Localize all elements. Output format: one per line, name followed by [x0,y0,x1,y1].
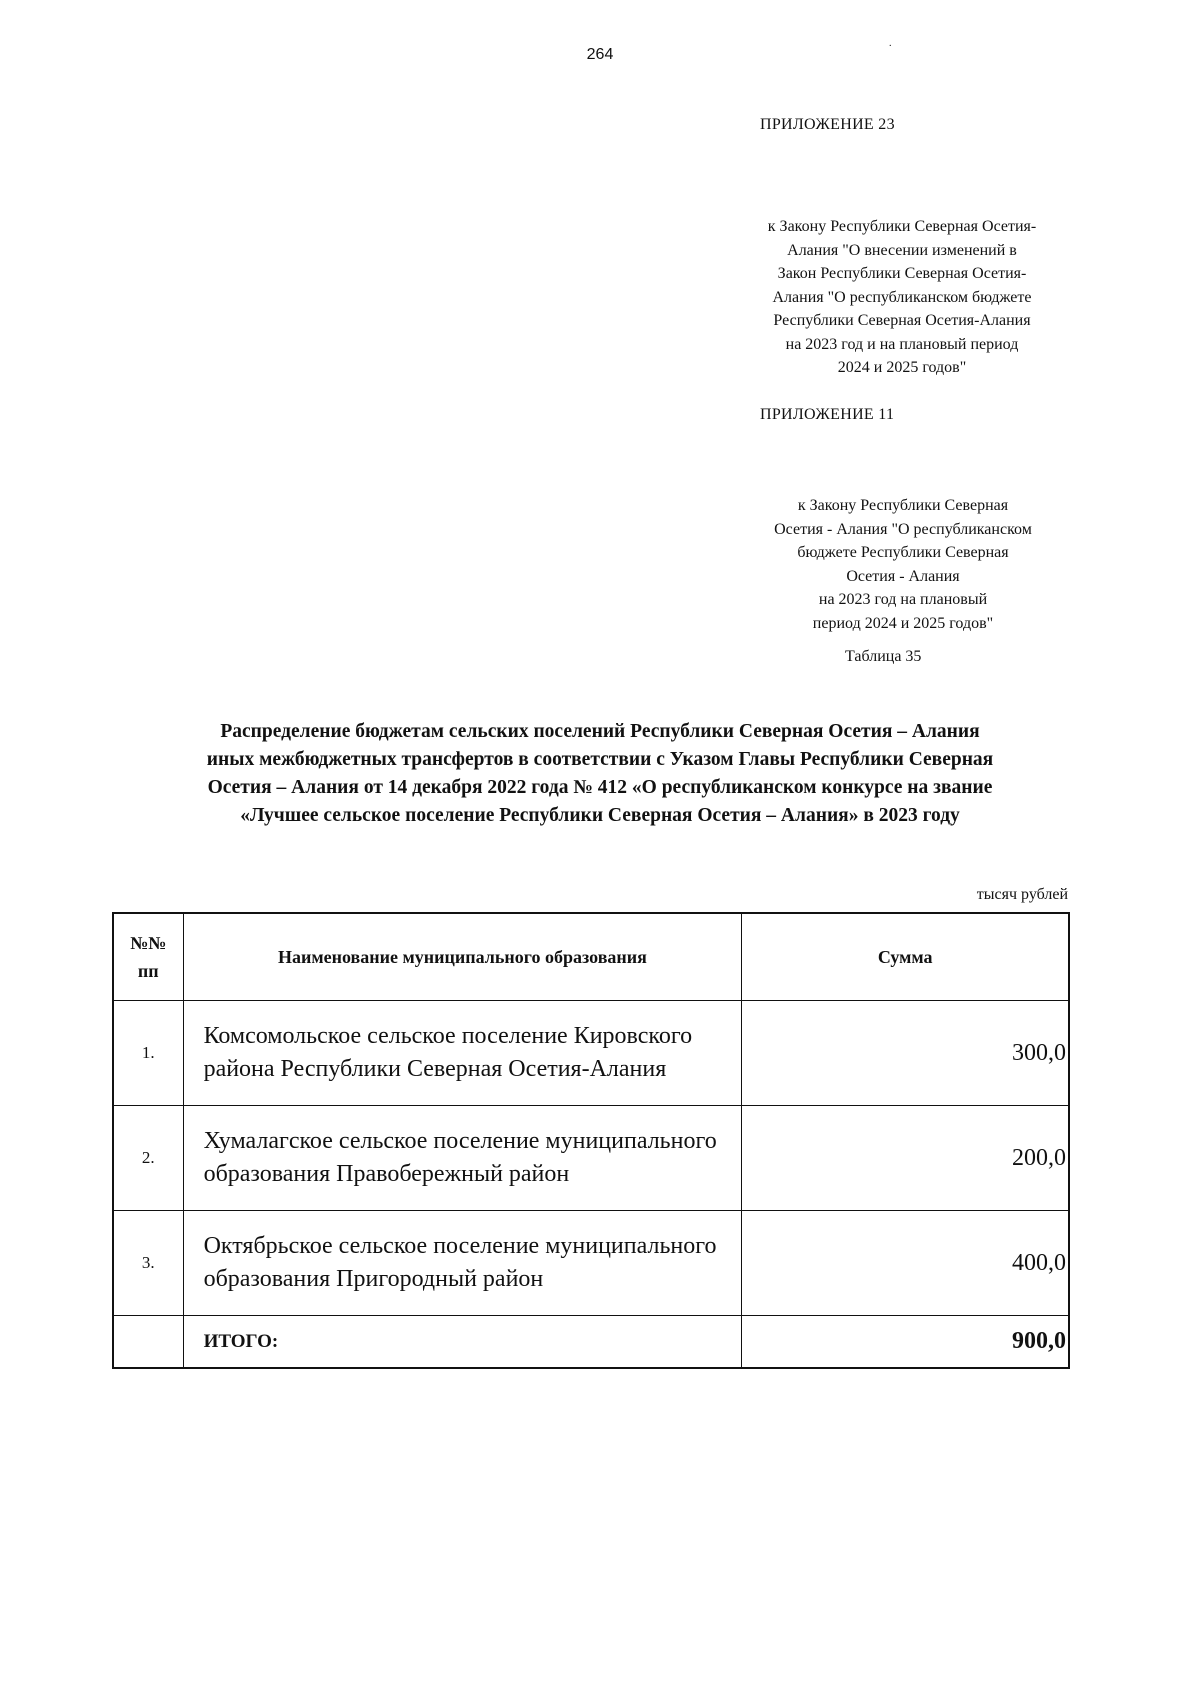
total-number-empty [113,1316,183,1369]
row-number: 3. [113,1211,183,1316]
row-name: Октябрьское сельское поселение муниципального образования Пригородный район [183,1211,742,1316]
header-name: Наименование муниципального образования [183,913,742,1001]
header-number-line2: пп [137,961,159,981]
scan-speck: . [889,38,892,49]
total-row [113,1316,1069,1369]
row-sum: 400,0 [742,1211,1069,1316]
page-number: 264 [586,46,614,63]
appendix-11-law-reference: к Закону Республики Северная Осетия - Алания "О республиканском бюджете Республики Северная Осетия - Алания на 2023 год на плановый период 2024 и 2025 годов" [774,497,1032,632]
total-sum: 900,0 [742,1316,1069,1369]
appendix-23-law-reference: к Закону Республики Северная Осетия- Алания "О внесении изменений в Закон Республики Северная Осетия- Алания "О республиканском бюджете Республики Северная Осетия-Алания на 2023 год и на плановый период 2024 и 2025 годов" [767,218,1037,376]
header-number-line1: №№ [130,933,167,953]
appendix-11-label: ПРИЛОЖЕНИЕ 11 [760,406,895,423]
row-number: 1. [113,1001,183,1106]
row-number: 2. [113,1106,183,1211]
table-row [113,1211,1069,1316]
table-number: Таблица 35 [845,648,922,665]
row-sum: 200,0 [742,1106,1069,1211]
appendix-23-label: ПРИЛОЖЕНИЕ 23 [760,116,895,133]
header-sum: Сумма [742,913,1069,1001]
row-name: Комсомольское сельское поселение Кировского района Республики Северная Осетия-Алания [183,1001,742,1106]
budget-distribution-table [112,912,1070,1369]
table-row [113,1106,1069,1211]
document-title: Распределение бюджетам сельских поселений Республики Северная Осетия – Алания иных межбюджетных трансфертов в соответствии с Указом Главы Республики Северная Осетия – Алания от 14 декабря 2022 года № 412 «О республиканском конкурсе на звание «Лучшее сельское поселение Республики Северная Осетия – Алания» в 2023 году [206,721,994,826]
header-number [113,913,183,1001]
total-label: ИТОГО: [183,1316,742,1369]
table-row [113,1001,1069,1106]
row-name: Хумалагское сельское поселение муниципального образования Правобережный район [183,1106,742,1211]
row-sum: 300,0 [742,1001,1069,1106]
table-header-row [113,913,1069,1001]
units-label: тысяч рублей [976,886,1068,903]
